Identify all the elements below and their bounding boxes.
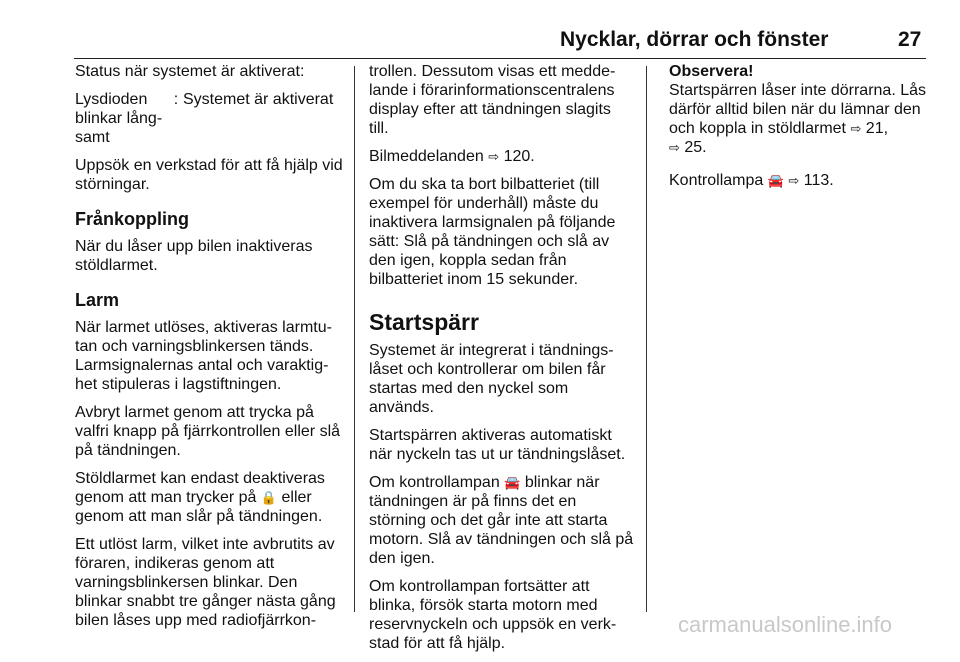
heading-startsparr: Startspärr [369,309,479,335]
paragraph: När du låser upp bilen inaktiveras stöldlarmet. [75,238,313,274]
car-key-icon: 🚘 [504,475,521,490]
text-span: blinkar när tändningen är på finns det en störning och det går inte att starta motorn. Slå av tändningen och slå på den igen. [369,474,634,567]
paragraph: Avbryt larmet genom att trycka på valfri knapp på fjärrkontrollen eller slå på tändningen. [75,404,341,459]
paragraph: trollen. Dessutom visas ett meddelande i förarinformationscentralens display efter att tändningen slagits till. [369,63,616,137]
text-span: eller genom att man slår på tändningen. [75,489,323,525]
text-span: Om kontrollampan [369,474,500,491]
status-table [75,90,345,147]
page-reference[interactable]: 120. [503,148,535,165]
heading-frankoppling: Frånkoppling [75,209,189,229]
text-span: Stöldlarmet kan endast deaktiveras genom att man trycker på [75,470,325,506]
page-title: Nycklar, dörrar och fönster [560,28,829,51]
paragraph: Uppsök en verkstad för att få hjälp vid störningar. [75,157,343,193]
status-key-line: blinkar lång- [75,110,163,127]
paragraph: Ett utlöst larm, vilket inte avbrutits av föraren, indikeras genom att varningsblinkersen blinkar. Den blinkar snabbt tre gånger nästa gång bilen låses upp med radiofjärrkon- [75,536,336,629]
text-span: Startspärren låser inte dörrarna. Lås därför alltid bilen när du lämnar den och koppla in stöldlarmet [669,82,927,137]
paragraph: Startspärren aktiveras automatiskt när nyckeln tas ut ur tändningslåset. [369,427,626,463]
paragraph [75,469,345,526]
ref-arrow-icon: ⇨ [488,149,500,164]
status-key [75,90,169,147]
text-span: Kontrollampa [669,172,764,189]
status-value: Systemet är aktiverat [183,91,334,108]
paragraph: Systemet är integrerat i tändningslåset och kontrollerar om bilen får startas med den nyckel som används. [369,342,614,416]
status-intro: Status när systemet är aktiverat: [75,63,305,80]
status-separator: : [173,91,179,108]
paragraph: Om kontrollampan fortsätter att blinka, försök starta motorn med reservnyckeln och uppsök en verkstad för att få hjälp. [369,578,617,652]
status-key-line: samt [75,129,110,146]
paragraph [369,473,634,568]
ref-arrow-icon: ⇨ [850,121,862,136]
car-key-icon: 🚘 [767,173,784,188]
column-divider [646,66,647,612]
watermark: carmanualsonline.info [678,612,893,637]
header-rule [74,58,926,59]
lock-icon: 🔒 [260,490,278,505]
column-1 [75,62,345,639]
ref-arrow-icon: ⇨ [669,140,680,155]
note-box [669,62,929,157]
page-number: 27 [898,28,922,51]
ref-arrow-icon: ⇨ [788,173,800,188]
status-key-line: Lysdioden [75,91,148,108]
note-body [669,81,929,157]
heading-larm: Larm [75,290,120,310]
column-2 [369,62,634,662]
paragraph: När larmet utlöses, aktiveras larmtutan och varningsblinkersen tänds. Larmsignalernas antal och varaktighet stipuleras i lagstiftningen. [75,319,332,393]
page-reference[interactable]: 113. [803,172,834,189]
paragraph [369,147,634,166]
paragraph: Om du ska ta bort bilbatteriet (till exempel för underhåll) måste du inaktivera larmsignalen på följande sätt: Slå på tändningen och slå av den igen, koppla sedan från bilbatteriet inom 15 sekunder. [369,176,616,288]
note-title: Observera! [669,63,754,80]
page-reference[interactable]: 25. [684,139,707,156]
column-divider [354,66,355,612]
text-span: Bilmeddelanden [369,148,484,165]
page-reference[interactable]: 21, [865,120,889,137]
paragraph [669,171,929,190]
column-3 [669,62,929,199]
